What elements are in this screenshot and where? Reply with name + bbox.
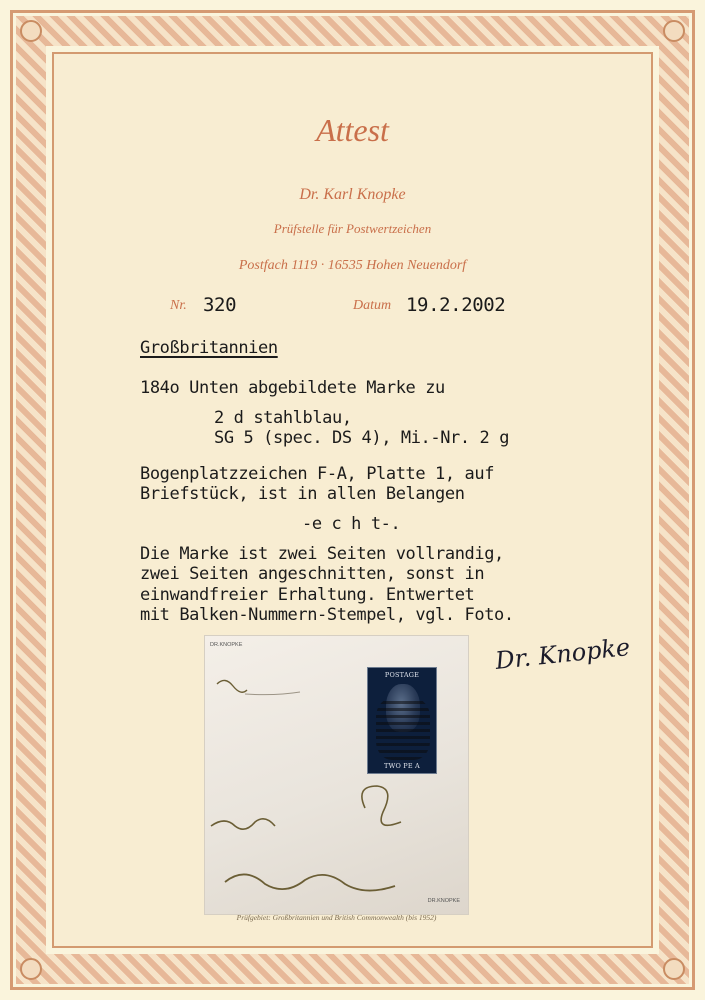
body-line-5: Briefstück, ist in allen Belangen bbox=[140, 484, 465, 504]
photo-watermark-top: DR.KNOPKE bbox=[210, 642, 243, 648]
body-line-4: Bogenplatzzeichen F-A, Platte 1, auf bbox=[140, 464, 495, 484]
stamp-top-text: POSTAGE bbox=[384, 671, 420, 679]
country-heading: Großbritannien bbox=[140, 338, 278, 358]
body-line-8: zwei Seiten angeschnitten, sonst in bbox=[140, 564, 485, 584]
date-value: 19.2.2002 bbox=[406, 294, 506, 316]
expert-name: Dr. Karl Knopke bbox=[299, 186, 406, 203]
certificate-title: Attest bbox=[316, 112, 389, 148]
body-line-7: Die Marke ist zwei Seiten vollrandig, bbox=[140, 544, 504, 564]
corner-ornament-top-left bbox=[20, 20, 42, 42]
stamp-bottom-text: TWO PE A bbox=[384, 762, 420, 770]
body-line-9: einwandfreier Erhaltung. Entwertet bbox=[140, 585, 475, 605]
cancellation-mark bbox=[376, 698, 430, 760]
stamp-photo bbox=[205, 636, 468, 914]
corner-ornament-top-right bbox=[663, 20, 685, 42]
corner-ornament-bottom-right bbox=[663, 958, 685, 980]
penny-black-stamp bbox=[367, 667, 437, 774]
number-label: Nr. bbox=[170, 298, 187, 313]
number-value: 320 bbox=[203, 294, 237, 316]
photo-watermark-bottom: DR.KNOPKE bbox=[427, 898, 460, 904]
body-line-3: SG 5 (spec. DS 4), Mi.-Nr. 2 g bbox=[214, 428, 510, 448]
expert-signature: Dr. Knopke bbox=[493, 633, 632, 675]
expert-subtitle: Prüfstelle für Postwertzeichen bbox=[273, 221, 432, 236]
body-line-1: 184o Unten abgebildete Marke zu bbox=[140, 378, 445, 398]
corner-ornament-bottom-left bbox=[20, 958, 42, 980]
body-line-2: 2 d stahlblau, bbox=[214, 408, 352, 428]
body-line-6: -e c h t-. bbox=[302, 514, 401, 534]
photo-caption: Prüfgebiet: Großbritannien und British Commonwealth (bis 1952) bbox=[236, 913, 437, 922]
expert-address: Postfach 1119 · 16535 Hohen Neuendorf bbox=[238, 258, 467, 273]
body-line-10: mit Balken-Nummern-Stempel, vgl. Foto. bbox=[140, 605, 514, 625]
date-label: Datum bbox=[353, 298, 392, 313]
